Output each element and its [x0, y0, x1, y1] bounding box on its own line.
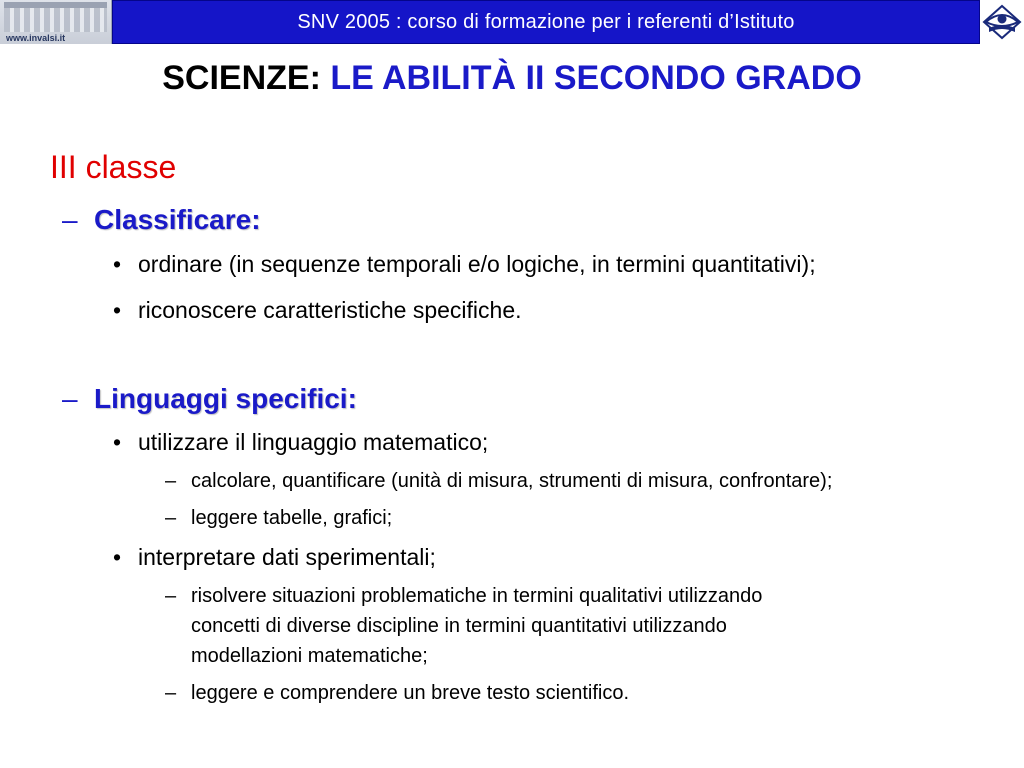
- section-heading-linguaggi: [62, 383, 357, 415]
- sub-item-text: risolvere situazioni problematiche in termini qualitativi utilizzando: [191, 585, 763, 607]
- sub-item-continuation: modellazioni matematiche;: [191, 645, 428, 667]
- bullet-text: ordinare (in sequenze temporali e/o logiche, in termini quantitativi);: [138, 251, 816, 277]
- bullet-item: [113, 429, 488, 456]
- sub-dash: –: [165, 682, 177, 704]
- bullet-item: [113, 297, 522, 324]
- class-heading: III classe: [50, 149, 177, 185]
- bullet-icon: •: [113, 429, 122, 455]
- sub-dash: –: [165, 507, 177, 529]
- bullet-text: utilizzare il linguaggio matematico;: [138, 429, 489, 455]
- sub-item: [165, 682, 629, 705]
- sub-item-text: leggere tabelle, grafici;: [191, 507, 393, 529]
- section-dash: –: [62, 204, 78, 235]
- sub-item: [165, 507, 392, 530]
- section-title: Classificare:: [94, 204, 261, 235]
- bullet-item: [113, 544, 436, 571]
- logo-url-text: www.invalsi.it: [6, 33, 66, 43]
- sub-item-continuation: concetti di diverse discipline in termini quantitativi utilizzando: [191, 615, 727, 637]
- title-subject: SCIENZE:: [162, 59, 331, 97]
- bullet-text: riconoscere caratteristiche specifiche.: [138, 297, 522, 323]
- bullet-icon: •: [113, 251, 122, 277]
- sub-item-text: calcolare, quantificare (unità di misura, strumenti di misura, confrontare);: [191, 470, 833, 492]
- sub-item: [165, 470, 832, 493]
- bullet-icon: •: [113, 544, 122, 570]
- section-heading-classificare: [62, 204, 261, 236]
- sub-item: [165, 585, 762, 608]
- sub-item-text: leggere e comprendere un breve testo scientifico.: [191, 682, 630, 704]
- sub-dash: –: [165, 585, 177, 607]
- bullet-item: [113, 251, 816, 278]
- bullet-icon: •: [113, 297, 122, 323]
- section-title: Linguaggi specifici:: [94, 383, 357, 414]
- title-topic: LE ABILITÀ II SECONDO GRADO: [330, 59, 862, 97]
- sub-dash: –: [165, 470, 177, 492]
- bullet-text: interpretare dati sperimentali;: [138, 544, 436, 570]
- banner-text: SNV 2005 : corso di formazione per i referenti d’Istituto: [297, 10, 795, 33]
- section-dash: –: [62, 383, 78, 414]
